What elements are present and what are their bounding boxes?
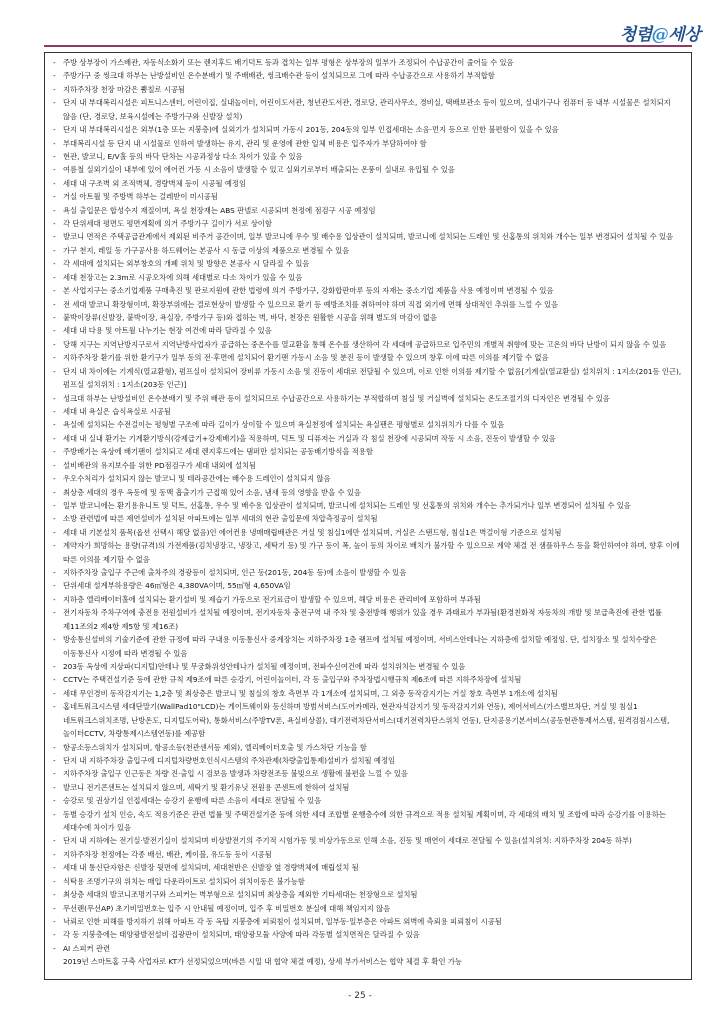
list-item: - 단위세대 설계부하용량은 46㎡형은 4,380VA이며, 55㎡형 4,650VA임 — [51, 579, 685, 592]
list-item: - 욕실에 설치되는 수전걸이는 평형별 구조에 따라 길이가 상이할 수 있으며 욕실천정에 설치되는 욕실팬은 평형별로 설치위치가 다를 수 있음 — [51, 418, 685, 431]
list-item: - 지하층 엘리베이터홀에 설치되는 환기설비 및 제습기 가동으로 전기료금이 발생할 수 있으며, 해당 비용은 관리비에 포함하여 부과됨 — [51, 593, 685, 606]
list-item: - 지하주차장 천장 마감은 뿜칠로 시공됨 — [51, 83, 685, 96]
list-item: - 지하주차장 천정에는 각종 배선, 배관, 케이블, 유도등 등이 시공됨 — [51, 848, 685, 861]
list-item: - 발코니 면적은 주택공급관계에서 제외된 비주거 공간이며, 일부 발코니에 우수 및 배수용 입상관이 설치되며, 발코니에 설치되는 드레인 및 선홈통의 위치와 개수는 일부 변경되어 설치될 수 있음 — [51, 230, 685, 243]
list-item: - 계약자가 희망하는 용량(규격)의 가전제품(김치냉장고, 냉장고, 세탁기 등) 및 가구 등이 폭, 높이 등의 차이로 배치가 불가할 수 있으므로 계약 체결 전 샘플하우스 등을 확인하여야 하며, 향후 이에 따른 이의를 제기할 수 없음 — [51, 539, 685, 566]
list-item: - 승강로 및 권상기실 인접세대는 승강기 운행에 따른 소음이 세대로 전달될 수 있음 — [51, 794, 685, 807]
list-item: - 본 사업지구는 중소기업제품 구매촉진 및 판로지원에 관한 법령에 의거 주방가구, 강화합판마루 등의 자재는 중소기업 제품을 사용 예정이며 변경될 수 있음 — [51, 284, 685, 297]
list-item: - 단지 내 차이에는 기계식(열교환형), 펌프실이 설치되어 장비류 가동시 소음 및 진동이 세대로 전달될 수 있으며, 이로 인한 이의를 제기할 수 없음[기계실(열교환실) 설치위치 : 1지소(201동 인근), 펌프실 설치위치 : 1지소(203동 인근)] — [51, 365, 685, 392]
list-item: - 현관, 발코니, E/V홀 등의 바닥 단차는 시공과정상 다소 차이가 있을 수 있음 — [51, 150, 685, 163]
logo: 청렴@세상 — [619, 25, 700, 45]
list-item: - 가구 천지, 레일 등 가구공사용 하드웨어는 본공사 시 동급 이상의 제품으로 변경될 수 있음 — [51, 244, 685, 257]
list-item: - 단지 내 부대복리시설은 피트니스센터, 어린이집, 실내놀이터, 어린이도서관, 청년관도서관, 경로당, 관리사무소, 경비실, 택배보관소 등이 있으며, 실내가구나 컴퓨터 등 내부 시설물은 설치되지 않음 (단, 경로당, 보육시설에는 주방가구와 신발장 설치) — [51, 96, 685, 123]
list-item: - 설비배관의 유지보수를 위한 PD점검구가 세대 내외에 설치됨 — [51, 459, 685, 472]
list-item: - 단지 내 부대복리시설은 외부(1층 또는 지붕층)에 실외기가 설치되며 가동시 201동, 204동의 일부 인접세대는 소음·먼지 등으로 인한 불편함이 있을 수 있음 — [51, 123, 685, 136]
list-item: - 각 동 지붕층에는 태양광발전설비 집광판이 설치되며, 태양광모듈 사양에 따라 각동별 설치면적은 달라질 수 있음 — [51, 928, 685, 941]
list-item: - 각 세대에 설치되는 외부창호의 개폐 위치 및 방향은 본공사 시 달라질 수 있음 — [51, 257, 685, 270]
list-item: - 최상층 세대의 경우 옥동에 및 동맥 흡출기가 근접해 있어 소음, 냄새 등의 영향을 받을 수 있음 — [51, 486, 685, 499]
list-item: - 여름철 실외기실이 내부에 있어 에어컨 가동 시 소음이 발생할 수 있고 실외기로부터 배출되는 온풍이 실내로 유입될 수 있음 — [51, 163, 685, 176]
document-body — [44, 52, 692, 980]
list-item: - 203동 옥상에 지상파(디지털)안테나 및 무궁화위성안테나가 설치될 예정이며, 전파수신여건에 따라 설치위치는 변경될 수 있음 — [51, 660, 685, 673]
list-item: - 성크대 하부는 난방설비인 온수분배기 및 주위 배관 등이 설치되므로 수납공간으로 사용하기는 부적합하며 침실 및 거실벽에 설치되는 온도조절기의 디자인은 변경될 수 있음 — [51, 392, 685, 405]
list-item: - 당해 지구는 지역난방지구로서 지역난방사업자가 공급하는 중온수를 열교환을 통해 온수를 생산하여 각 세대에 공급하므로 입주민의 개별적 취향에 맞는 고온의 바닥 난방이 되지 않을 수 있음 — [51, 338, 685, 351]
list-item: - 전기자동차 주차구역에 충전용 전원설비가 설치될 예정이며, 전기자동차 충전구역 내 주차 및 충전방해 행위가 있을 경우 과태료가 부과됨(환경친화적 자동차의 개발 및 보급촉진에 관한 법률 제11조의2 제4항 제5항 및 제16조) — [51, 606, 685, 633]
list-item: - 동별 승강기 설치 인승, 속도 적용기준은 관련 법률 및 주택건설기준 등에 의한 세대 조합별 운행층수에 의한 규격으로 적용 설치될 계획이며, 각 세대의 배치 및 조합에 따라 승강기를 이용하는 세대수에 차이가 있음 — [51, 808, 685, 835]
list-item: - 세대 내 기본설치 품목(옵션 선택시 해당 없음)인 에어컨용 냉매매립배관은 거실 및 침실1에만 설치되며, 거실은 스탠드형, 침실1은 벽걸이형 기준으로 설치됨 — [51, 526, 685, 539]
list-item: - 부대복리시설 등 단지 내 시설물로 인하여 발생하는 유지, 관리 및 운영에 관한 일체 비용은 입주자가 부담하여야 함 — [51, 137, 685, 150]
list-item: - 단지 내 지하에는 전기실·발전기실이 설치되며 비상발전기의 주기적 시험가동 및 비상가동으로 인해 소음, 진동 및 매연이 세대로 전달될 수 있음(설치위치: 지하주차장 204동 하부) — [51, 834, 685, 847]
list-item: - 세대 내 통신단자함은 신발장 뒷면에 설치되며, 세대천반은 신발장 옆 경량벽체에 매립설치 됨 — [51, 861, 685, 874]
list-item: - 일부 발코니에는 환기용유니트 및 덕트, 선홈통, 우수 및 배수용 입상관이 설치되며, 발코니에 설치되는 드레인 및 선홈통의 위치와 개수는 추가되거나 일부 변경되어 설치될 수 있음 — [51, 499, 685, 512]
list-item: - AI 스피커 관련 — [51, 942, 685, 955]
list-item: - 전 세대 발코니 확장형이며, 확장부위에는 결로현상이 발생할 수 있으므로 환기 등 예방조치를 취하여야 하며 직접 외기에 면해 상대적인 추위를 느낄 수 있음 — [51, 298, 685, 311]
list-item: - 식탁용 조명기구의 위치는 매입 다운라이트로 설치되어 위치이동은 불가능함 — [51, 875, 685, 888]
list-item: - 거실 아트월 및 주방벽 하부는 걸레받이 미시공됨 — [51, 190, 685, 203]
list-item: - 우오수처리가 설치되지 않는 발코니 및 테라공간에는 배수용 드레인이 설치되지 않음 — [51, 472, 685, 485]
list-item: - 지하주차장 출입구 인근동은 차량 진·출입 시 검보음 발생과 차량전조등 불빛으로 생활에 불편을 느낄 수 있음 — [51, 767, 685, 780]
list-item: - 세대 내 실내 환기는 기계환기방식(강제급기+강제배기)을 적용하며, 덕트 및 디퓨저는 거실과 각 침실 천장에 시공되며 작동 시 소음, 진동이 발생할 수 있음 — [51, 432, 685, 445]
list-item: - 낙뢰로 인한 피해를 방지하기 위해 아파트 각 동 옥탑 지붕층에 피뢰침이 설치되며, 일부동·일부층은 아파트 외벽에 측뢰용 피뢰침이 시공됨 — [51, 915, 685, 928]
list-item: - 세대 내 욕실은 습식욕실로 시공됨 — [51, 405, 685, 418]
list-item: - 지하주차장 출입구 주근에 출차주의 경광등이 설치되며, 인근 동(201동, 204동 등)에 소음이 발생할 수 있음 — [51, 566, 685, 579]
list-item: - 항공소등스위치가 설치되며, 항공소등(천관센서등 제외), 엘리베이터호출 및 가스차단 기능을 함 — [51, 741, 685, 754]
list-item: - CCTV는 주택건설기준 등에 관한 규칙 제9조에 따른 승강기, 어린이놀이터, 각 동 출입구와 주차장법시행규칙 제6조에 따른 지하주차장에 설치됨 — [51, 673, 685, 686]
list-item: - 무선랜(무선AP) 초기비밀번호는 입주 시 안내될 예정이며, 입주 후 비밀번호 분실에 대해 책임지지 않음 — [51, 902, 685, 915]
list-item: - 세대 무인경비 동작감지기는 1,2층 및 최상층은 발코니 및 침실의 창호 측면부 각 1개소에 설치되며, 그 외층 동작감지기는 거실 창호 측면부 1개소에 설치됨 — [51, 687, 685, 700]
list-item: - 최상층 세대의 발코니조명기구와 스피커는 벽부형으로 설치되며 최상층을 제외한 기타세대는 천장형으로 설치됨 — [51, 888, 685, 901]
list-item: 2019년 스마트홈 구축 사업자로 KT가 선정되었으며(바른 시일 내 협약 체결 예정), 상세 부가서비스는 협약 체결 후 확인 가능 — [63, 957, 462, 967]
list-item: - 세대 천장고는 2.3m로 시공오차에 의해 세대별로 다소 차이가 있을 수 있음 — [51, 271, 685, 284]
list-item: - 단지 내 지하주차장 출입구에 디지털차량번호인식시스템의 주차관제(차량출입통제)설비가 설치될 예정임 — [51, 754, 685, 767]
list-item: - 발코니 전기콘센트는 설치되지 않으며, 세탁기 및 환기유닛 전원용 콘센트에 한하여 설치됨 — [51, 781, 685, 794]
list-item: - 각 단위세대 평면도 평면계획에 의거 주방가구 길이가 서로 상이함 — [51, 217, 685, 230]
list-item: - 주방가구 중 씽크대 하부는 난방설비인 온수분배기 및 주배배관, 씽크배수관 등이 설치되므로 그에 따라 수납공간으로 사용하기 부적합함 — [51, 69, 685, 82]
header-rule — [44, 45, 692, 47]
list-item: - 세대 내 구조벽 외 조적벽체, 경량벽체 등이 시공될 예정임 — [51, 177, 685, 190]
list-item: - 세대 내 다용 및 아트월 나누기는 현장 여건에 따라 달라질 수 있음 — [51, 324, 685, 337]
list-item: - 주방배기는 옥상에 배기팬이 설치되고 세대 렌지후드에는 댐퍼만 설치되는 공동배기방식을 적용함 — [51, 445, 685, 458]
list-item: - 붙박이장류(신발장, 붙박이장, 욕실장, 주방가구 등)와 접하는 벽, 바닥, 천장은 원활한 시공을 위해 별도의 마감이 없음 — [51, 311, 685, 324]
list-item: - 소방 관련법에 따른 제연설비가 설치된 아파트에는 일부 세대의 현관 출입문에 차압측정공이 설치됨 — [51, 512, 685, 525]
page-number: - 25 - — [348, 991, 372, 1001]
list-item: - 주방 상부장이 가스배관, 자동식소화기 또는 렌지후드 배기덕트 등과 겹치는 일부 평형은 상부장의 일부가 조정되어 수납공간이 줄어들 수 있음 — [51, 56, 685, 69]
list-item: - 방송통신설비의 기술기준에 관한 규정에 따라 구내용 이동통신사 중계장치는 지하주차장 1층 램프에 설치될 예정이며, 서비스안테나는 지하층에 설치할 예정임. 단, 설치장소 및 설치수량은 이동통신사 시정에 따라 변경될 수 있음 — [51, 633, 685, 660]
list-item: - 욕실 출입문은 합성수지 재질이며, 욕실 천장재는 ABS 판넬로 시공되며 천정에 점검구 시공 예정임 — [51, 204, 685, 217]
list-item: - 지하주차장 환기를 위한 환기구가 일부 동의 전·후면에 설치되어 환기팬 가동시 소음 및 분진 등이 발생할 수 있으며 창후 이에 따른 이의를 제기할 수 없음 — [51, 351, 685, 364]
list-item: - 홈네트워크시스템 세대단말기(WallPad10"LCD)는 게이트웨이와 동신하며 방범서비스(도어카메라, 현관자석감지기 및 동작감지기와 연동), 제어서비스(가스밸브차단, 거실 및 침실1 네트워크스위치조명, 난방온도, 디지털도어락), 통화서비스(주방TV폰, 욕실비상콜), 대기전력차단서비스(대기전력차단스위치 연동), 단지공용기본서비스(공동현관통제서스템, 원격검침시스템, 놀이터CCTV, 차량통제시스템연동)를 제공함 — [51, 700, 685, 740]
